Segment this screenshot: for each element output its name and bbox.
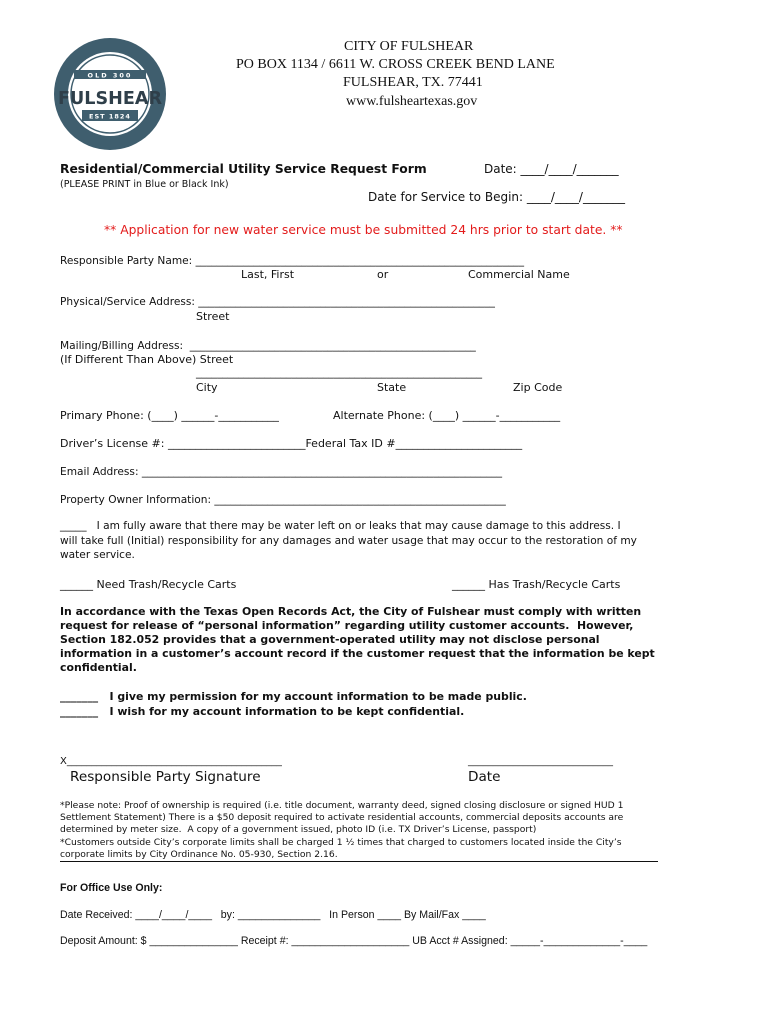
water-ack-line1[interactable]: _____ I am fully aware that there may be water left on or leaks that may cause damage to this address. I [60, 520, 621, 532]
note-line5: corporate limits by City Ordinance No. 05-930, Section 2.16. [60, 849, 338, 860]
note-line3: determined by meter size. A copy of a government issued, photo ID (i.e. TX Driver’s License, passport) [60, 824, 537, 835]
responsible-party-field[interactable]: Responsible Party Name: ______________________________________________________________ [60, 255, 525, 267]
open-records-line4: information in a customer’s account record if the customer request that the information be kept [60, 647, 655, 660]
permission-private-field[interactable]: _______ I wish for my account information to be kept confidential. [60, 705, 465, 718]
fulshear-logo [52, 36, 168, 152]
street-label: Street [196, 310, 230, 323]
header-website: www.fulsheartexas.gov [346, 94, 478, 109]
rp-last-first-label: Last, First [241, 268, 295, 281]
need-trash-field[interactable]: ______ Need Trash/Recycle Carts [60, 578, 237, 591]
city-state-zip-line[interactable]: ______________________________________________________ [196, 367, 483, 379]
header-line2: PO BOX 1134 / 6611 W. CROSS CREEK BEND LANE [236, 57, 555, 72]
note-line4: *Customers outside City’s corporate limits shall be charged 1 ½ times that charged to customers located inside the City’s [60, 837, 622, 848]
open-records-line5: confidential. [60, 661, 137, 674]
has-trash-field[interactable]: ______ Has Trash/Recycle Carts [452, 578, 621, 591]
logo-bottom-text: EST 1824 [89, 112, 131, 121]
signature-label: Responsible Party Signature [70, 769, 261, 785]
notice-text: ** Application for new water service must be submitted 24 hrs prior to start date. ** [104, 223, 623, 237]
water-ack-line2: will take full (Initial) responsibility for any damages and water usage that may occur to the restoration of my [60, 535, 637, 547]
office-line2[interactable]: Deposit Amount: $ _______________ Receipt #: ____________________ UB Acct # Assigned: _____-_____________-____ [60, 935, 648, 947]
primary-phone-field[interactable]: Primary Phone: (____) ______-___________ [60, 409, 279, 422]
water-ack-line3: water service. [60, 549, 135, 561]
form-title: Residential/Commercial Utility Service Request Form [60, 162, 427, 176]
if-different-label: (If Different Than Above) Street [60, 353, 234, 366]
mailing-address-field[interactable]: Mailing/Billing Address: ______________________________________________________ [60, 340, 476, 352]
date-field[interactable]: Date: ____/____/_______ [484, 162, 619, 176]
physical-address-field[interactable]: Physical/Service Address: ________________________________________________________ [60, 296, 495, 308]
zip-label: Zip Code [513, 381, 563, 394]
drivers-license-field[interactable]: Driver’s License #: _________________________Federal Tax ID #_______________________ [60, 437, 523, 450]
print-note: (PLEASE PRINT in Blue or Black Ink) [60, 179, 229, 190]
city-label: City [196, 381, 218, 394]
email-field[interactable]: Email Address: ____________________________________________________________________ [60, 466, 503, 478]
header-line3: FULSHEAR, TX. 77441 [343, 75, 483, 90]
date-service-field[interactable]: Date for Service to Begin: ____/____/_______ [368, 190, 625, 204]
office-line1[interactable]: Date Received: ____/____/____ by: ______________ In Person ____ By Mail/Fax ____ [60, 909, 486, 921]
signature-line[interactable]: X___________________________________________ [60, 756, 282, 767]
logo-top-text: OLD 300 [87, 71, 133, 80]
logo-wordmark: FULSHEAR [58, 88, 163, 109]
note-line1: *Please note: Proof of ownership is required (i.e. title document, warranty deed, signed closing disclosure or signed HUD 1 [60, 800, 624, 811]
open-records-line3: Section 182.052 provides that a government-operated utility may not disclose personal [60, 633, 600, 646]
open-records-line2: request for release of “personal information” regarding utility customer accounts. However, [60, 619, 634, 632]
open-records-line1: In accordance with the Texas Open Records Act, the City of Fulshear must comply with written [60, 605, 642, 618]
signature-date-label: Date [468, 769, 501, 785]
rp-commercial-label: Commercial Name [468, 268, 570, 281]
signature-date-line[interactable]: _____________________________ [468, 756, 613, 767]
note-line2: Settlement Statement) There is a $50 deposit required to activate residential accounts, commercial deposits accounts are [60, 812, 624, 823]
permission-public-field[interactable]: _______ I give my permission for my account information to be made public. [60, 690, 527, 703]
alternate-phone-field[interactable]: Alternate Phone: (____) ______-___________ [333, 409, 561, 422]
header-line1: CITY OF FULSHEAR [344, 39, 474, 54]
state-label: State [377, 381, 407, 394]
rp-or-label: or [377, 268, 389, 281]
property-owner-field[interactable]: Property Owner Information: _______________________________________________________ [60, 494, 506, 506]
office-use-title: For Office Use Only: [60, 882, 163, 894]
section-divider [60, 861, 658, 862]
